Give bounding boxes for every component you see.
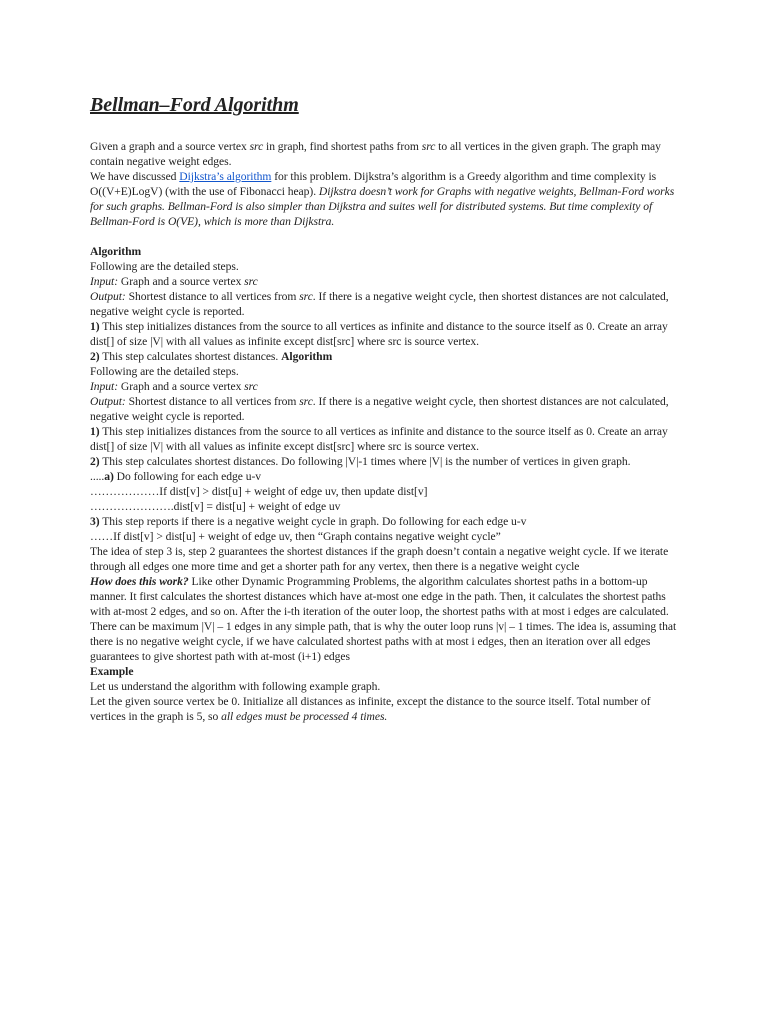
step-number: 2) [90,350,100,363]
step-number: 2) [90,455,100,468]
how-text: Like other Dynamic Programming Problems, the algorithm calculates shortest paths in a bottom-up manner. It first calculates the shortest distances which have at-most one edge in the path. Then, it calculates the shortest paths with at-most 2 edges, and so on. After the i-th iteration of the outer loop, the shortest paths with at most i edges are calculated. There can be maximum |V| – 1 edges in any simple path, that is why the outer loop runs |v| – 1 times. The idea is, assuming that there is no negative weight cycle, if we have calculated shortest paths with at most i edges, then an iteration over all edges guarantees to give shortest path with at-most (i+1) edges [90,575,677,663]
output-line [90,289,680,319]
idea-paragraph: The idea of step 3 is, step 2 guarantees the shortest distances if the graph doesn’t contain a negative weight cycle. If we iterate through all edges one more time and get a shorter path for any vertex, then there is a negative weight cycle [90,545,669,573]
step-3 [90,514,680,529]
step-number: 3) [90,515,100,528]
example-text: Let the given source vertex be 0. Initialize all distances as infinite, except the distance to the source itself. Total number of vertices in the graph is 5, so [90,695,651,723]
output-label: Output: [90,395,126,408]
src-term: src [249,140,264,153]
dijkstra-paragraph [90,169,680,229]
input-text: Graph and a source vertex [118,275,245,288]
src-term: src [244,380,258,393]
dijkstra-text: for this problem. Dijkstra’s algorithm is a Greedy algorithm and time complexity is O((V+E)LogV) (with the use of Fibonacci heap). [90,170,657,198]
output-line [90,394,680,424]
step-text: This step calculates shortest distances. [99,350,282,363]
intro-text: to all vertices in the given graph. The graph may contain negative weight edges. [90,140,661,168]
step-3-condition: ……If dist[v] > dist[u] + weight of edge uv, then “Graph contains negative weight cycle” [90,530,501,543]
step-2a-condition: ………………If dist[v] > dist[u] + weight of edge uv, then update dist[v] [90,485,428,498]
input-line [90,379,680,394]
example-section [90,664,680,724]
step-text: This step reports if there is a negative weight cycle in graph. Do following for each edge u-v [99,515,527,528]
algorithm-section-2 [90,364,680,664]
intro-text: Given a graph and a source vertex [90,140,250,153]
step-text: This step initializes distances from the source to all vertices as infinite and distance to the source itself as 0. Create an array dist[] of size |V| with all values as infinite except dist[src] where src is source vertex. [90,425,668,453]
step-1 [90,424,680,454]
intro-paragraph [90,139,680,169]
step-2 [90,349,680,364]
output-text: . If there is a negative weight cycle, then shortest distances are not calculated, negative weight cycle is reported. [90,290,669,318]
step-2a-update: ………………….dist[v] = dist[u] + weight of edge uv [90,500,341,513]
how-paragraph [90,574,680,664]
src-term: src [299,290,313,303]
algorithm-inline-heading: Algorithm [281,350,333,363]
dijkstra-italic-note: Dijkstra doesn’t work for Graphs with negative weights, Bellman-Ford works for such graphs. Bellman-Ford is also simpler than Dijkstra and suites well for distributed systems. But time complexity of Bellman-Ford is O(VE), which is more than Dijkstra. [90,185,675,228]
algorithm-heading: Algorithm [90,245,142,258]
example-heading: Example [90,665,134,678]
algorithm-section-1 [90,244,680,364]
input-label: Input: [90,275,119,288]
intro-text: in graph, find shortest paths from [263,140,422,153]
steps-intro: Following are the detailed steps. [90,260,239,273]
example-setup [90,694,680,724]
example-intro: Let us understand the algorithm with following example graph. [90,680,381,693]
steps-intro: Following are the detailed steps. [90,365,239,378]
input-line [90,274,680,289]
how-label: How does this work? [90,575,189,588]
step-2 [90,454,680,469]
src-term: src [244,275,258,288]
example-italic-note: all edges must be processed 4 times. [221,710,388,723]
dijkstra-text: We have discussed [90,170,180,183]
output-text: . If there is a negative weight cycle, then shortest distances are not calculated, negative weight cycle is reported. [90,395,669,423]
step-indent: ..... [90,470,105,483]
page-title: Bellman–Ford Algorithm [90,94,299,116]
input-text: Graph and a source vertex [118,380,245,393]
article-content [90,92,680,724]
step-text: This step calculates shortest distances. Do following |V|-1 times where |V| is the number of vertices in given graph. [99,455,631,468]
input-label: Input: [90,380,119,393]
step-text: This step initializes distances from the source to all vertices as infinite and distance to the source itself as 0. Create an array dist[] of size |V| with all values as infinite except dist[src] where src is source vertex. [90,320,668,348]
step-text: Do following for each edge u-v [113,470,262,483]
output-text: Shortest distance to all vertices from [125,290,300,303]
step-number: 1) [90,425,100,438]
step-number: 1) [90,320,100,333]
output-text: Shortest distance to all vertices from [125,395,300,408]
output-label: Output: [90,290,126,303]
step-1 [90,319,680,349]
dijkstra-link[interactable]: Dijkstra’s algorithm [179,170,272,183]
step-2a [90,469,680,484]
src-term: src [299,395,313,408]
step-number: a) [104,470,114,483]
src-term: src [421,140,436,153]
